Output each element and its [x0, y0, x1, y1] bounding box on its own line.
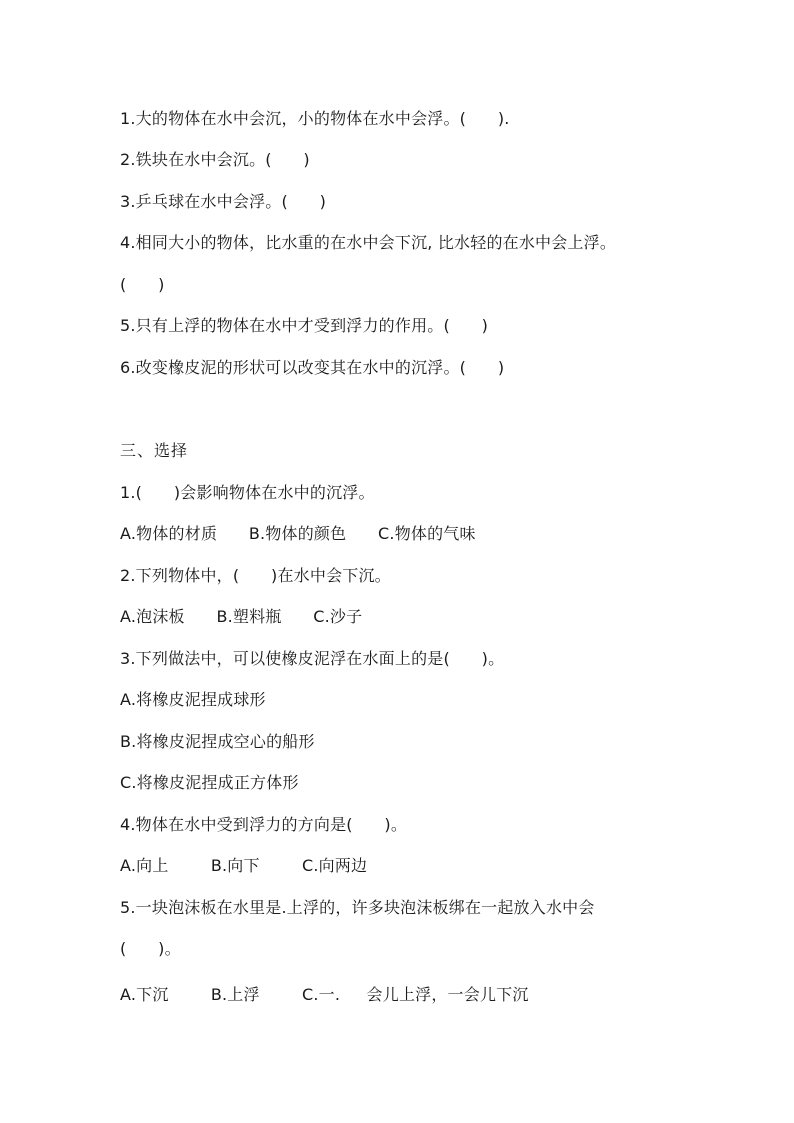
- judgement-item-3: 3.乒乓球在水中会浮。( ): [120, 192, 327, 211]
- judgement-item-2: 2.铁块在水中会沉。( ): [120, 150, 310, 169]
- choice-q1-options: A.物体的材质 B.物体的颜色 C.物体的气味: [120, 524, 476, 543]
- choice-q3-option-b: B.将橡皮泥捏成空心的船形: [120, 732, 315, 751]
- choice-question-5-answer: ( )。: [120, 939, 181, 958]
- judgement-item-4-answer: ( ): [120, 275, 165, 294]
- judgement-item-1: 1.大的物体在水中会沉，小的物体在水中会浮。( ).: [120, 109, 510, 128]
- choice-question-4: 4.物体在水中受到浮力的方向是( )。: [120, 815, 408, 834]
- choice-question-1: 1.( )会影响物体在水中的沉浮。: [120, 483, 375, 502]
- choice-q3-option-c: C.将橡皮泥捏成正方体形: [120, 773, 299, 792]
- section-title-choice: 三、选择: [120, 441, 189, 460]
- choice-question-5: 5.一块泡沫板在水里是.上浮的，许多块泡沫板绑在一起放入水中会: [120, 898, 595, 917]
- choice-question-3: 3.下列做法中，可以使橡皮泥浮在水面上的是( )。: [120, 649, 505, 668]
- choice-question-2: 2.下列物体中，( )在水中会下沉。: [120, 566, 391, 585]
- judgement-item-5: 5.只有上浮的物体在水中才受到浮力的作用。( ): [120, 316, 489, 335]
- choice-q5-options: A.下沉 B.上浮 C.一. 会儿上浮，一会儿下沉: [120, 985, 529, 1004]
- judgement-item-4: 4.相同大小的物体，比水重的在水中会下沉, 比水轻的在水中会上浮。: [120, 233, 617, 252]
- choice-q2-options: A.泡沫板 B.塑料瓶 C.沙子: [120, 607, 363, 626]
- choice-q4-options: A.向上 B.向下 C.向两边: [120, 856, 368, 875]
- judgement-item-6: 6.改变橡皮泥的形状可以改变其在水中的沉浮。( ): [120, 358, 505, 377]
- choice-q3-option-a: A.将橡皮泥捏成球形: [120, 690, 266, 709]
